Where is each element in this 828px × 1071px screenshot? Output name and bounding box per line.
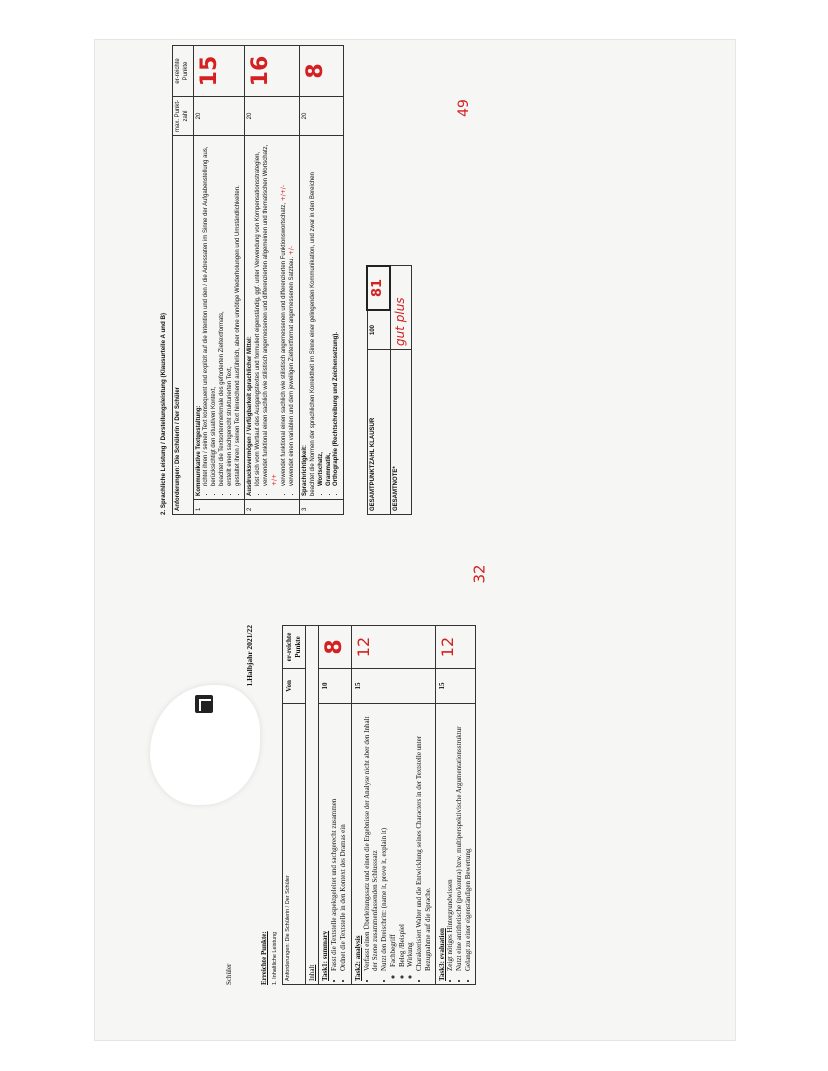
totals-table <box>366 265 411 515</box>
header-max-points: max. Punkt-zahl <box>173 97 194 136</box>
row-3-criteria <box>300 136 344 500</box>
task3-item: • Zeigt nötiges Hintergrundwissen <box>446 707 455 971</box>
criterion <box>288 139 297 486</box>
criterion: • Wortschatz, <box>318 139 326 486</box>
school-logo-icon <box>195 695 213 713</box>
task1-item: • Ordnet die Textstelle in den Kontext des Dramas ein <box>339 707 348 971</box>
task2-sub-item: ◦ Wirkung <box>406 707 415 967</box>
row-3-score: 8 <box>300 46 344 97</box>
criterion: • beachtet die Textsortenmerkmale des geforderten Zieltextformats, <box>219 139 227 486</box>
task2-item: • Charakterisiert Walter und die Entwicklung seines Characters in der Textstelle unter Bezugnahme auf die Sprache. <box>415 707 433 971</box>
row-2-criteria <box>245 136 300 500</box>
section-label: 1. Inhaltliche Leistung <box>272 931 279 985</box>
language-table <box>172 45 344 515</box>
criterion: • löst sich vom Wortlaut des Ausgangstextes und formuliert eigenständig, ggf. unter Verwendung von Kompensationsstrategien, <box>255 139 263 486</box>
row-3-max: 20 <box>300 97 344 136</box>
header-reached-points: er-reichte Punkte <box>173 46 194 97</box>
task3-item: • Gelangt zu einer eigenständigen Bewertung <box>464 707 473 971</box>
correction-mark: +/+ <box>270 473 278 486</box>
criterion <box>280 139 289 486</box>
task1-max: 10 <box>319 669 352 704</box>
correction-mark: +/+/- <box>279 185 287 202</box>
total-label: GESAMTPUNKTZAHL KLAUSUR <box>367 350 390 515</box>
row-number: 1 <box>193 500 245 515</box>
content-table <box>282 625 476 985</box>
task3-item: • Nutzt eine antithetische (pro/kontra) bzw. multiperspektivische Argumentationsstruktur <box>455 707 464 971</box>
criterion: • erstellt einen sachgerecht strukturierten Text, <box>227 139 235 486</box>
reached-points-label: Erreichte Punkte: <box>260 931 269 985</box>
row-1-max: 20 <box>193 97 245 136</box>
criterion-text: verwendet funktional einen sachlich wie stilistisch angemessenen und differenzierten Funktionswortschatz, <box>280 202 287 486</box>
criterion: • richtet ihren / seinen Text konsequent und explizit auf die Intention und den / die Adressaten im Sinne der Aufgabenstellung aus, <box>203 139 211 486</box>
criterion <box>263 139 280 486</box>
criterion: • Grammatik, <box>326 139 334 486</box>
content-sum-handwritten: 32 <box>470 564 489 584</box>
task1-score: 8 <box>319 626 352 669</box>
task2-max: 15 <box>351 669 435 704</box>
task2-title: Task2: analysis <box>353 935 362 981</box>
task3-score: 12 <box>435 626 475 669</box>
criterion: • gestaltet ihren / seinen Text hinreichend ausführlich, aber ohne unnötige Wiederholungen und Umständlichkeiten. <box>235 139 243 486</box>
correction-mark: +/- <box>288 245 296 256</box>
criterion-text: verwendet funktional einen sachlich wie stilistisch angemessenen und differenzierten allgemeinen und thematischen Wortschatz, <box>263 144 270 486</box>
task2-score: 12 <box>351 626 435 669</box>
task3-max: 15 <box>435 669 475 704</box>
row-3-title: Sprachrichtigkeit: <box>302 444 309 496</box>
task1-title: Task1: summary <box>321 930 330 981</box>
criterion-text: verwendet einen variablen und dem jeweiligen Zieltextformat angemessenen Satzbau. <box>289 256 296 486</box>
task1-cell <box>319 704 352 985</box>
grade-label: GESAMTNOTE* <box>390 350 411 515</box>
row-1-title: Kommunikative Textgestaltung: <box>195 405 202 496</box>
header-requirements: Anforderungen: Die Schülerin / Der Schüler <box>283 704 306 985</box>
task2-sub-item: ◦ Beleg /Beispiel <box>398 707 407 967</box>
header-requirements: Anforderungen: Die Schülerin / Der Schüler <box>173 136 194 515</box>
language-sum-handwritten: 49 <box>455 99 472 117</box>
task3-title: Task3: evaluation <box>437 928 446 981</box>
language-section-title: 2. Sprachliche Leistung / Darstellungsleistung (Klausurteile A und B) <box>160 312 167 515</box>
task2-cell <box>351 704 435 985</box>
semester-heading: 1.Halbjahr 2021/22 <box>245 625 254 687</box>
task2-item: • Verfasst einen Überleitungssatz und einen die Ergebnisse der Analyse nicht aber den Inhalt der Szene zusammenfassenden Schlusssatz <box>363 707 381 971</box>
content-assessment <box>245 625 545 985</box>
language-assessment <box>160 45 550 515</box>
header-reached: er-reichte Punkte <box>283 626 306 669</box>
inhalt-label: Inhalt <box>305 626 319 985</box>
criterion: • berücksichtigt den situativen Kontext, <box>211 139 219 486</box>
row-number: 2 <box>245 500 300 515</box>
grade-value: gut plus <box>390 266 411 350</box>
student-name-label: Schüler <box>225 963 233 985</box>
task2-item: • Nutzt den Dreischritt: (name it, prove it, explain it) <box>380 707 389 971</box>
task2-sub-item: ◦ Fachbegriff <box>389 707 398 967</box>
header-max: Von <box>283 669 306 704</box>
row-1-criteria <box>193 136 245 500</box>
task1-item: • Fasst die Textstelle aspektgeleitet und sachgerecht zusammen <box>330 707 339 971</box>
row-2-max: 20 <box>245 97 300 136</box>
row-2-title: Ausdrucksvermögen / Verfügbarkeit sprachlicher Mittel: <box>247 336 254 496</box>
criterion: • Orthographie (Rechtschreibung und Zeichensetzung). <box>333 139 341 486</box>
row-2-score: 16 <box>245 46 300 97</box>
total-max: 100 <box>367 310 390 350</box>
row-3-intro: beachtet die Normen der sprachlichen Korrektheit im Sinne einer gelingenden Kommunikation, und zwar in den Bereichen <box>310 172 317 496</box>
task3-cell <box>435 704 475 985</box>
row-number: 3 <box>300 500 344 515</box>
row-1-score: 15 <box>193 46 245 97</box>
total-score: 81 <box>367 266 390 310</box>
